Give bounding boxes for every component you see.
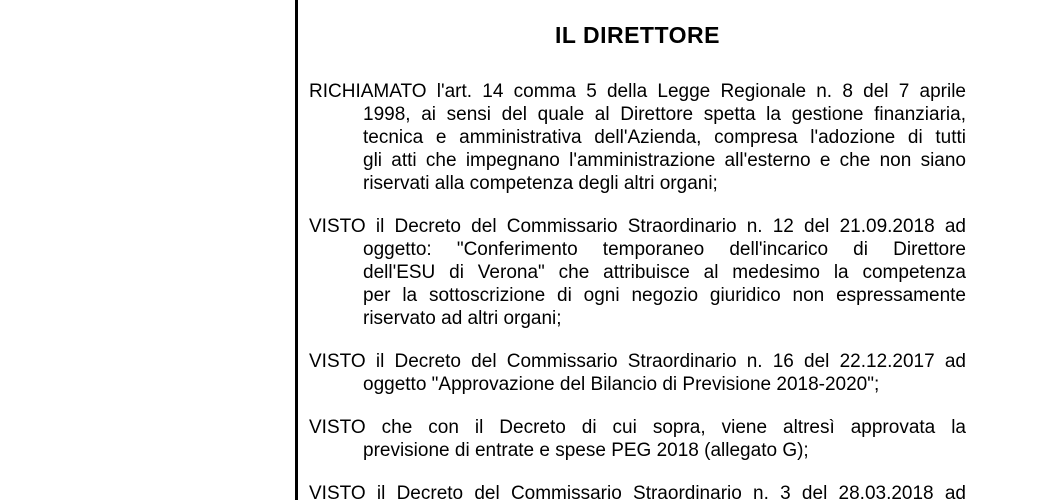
text-line: oggetto "Approvazione del Bilancio di Previsione 2018-2020";: [363, 374, 880, 395]
paragraph-visto-1: [309, 215, 966, 330]
text-line: RICHIAMATO l'art. 14 comma 5 della Legge Regionale n. 8 del 7 aprile: [309, 81, 966, 102]
text-line: dell'ESU di Verona" che attribuisce al medesimo la competenza: [363, 262, 966, 283]
text-line: oggetto: "Conferimento temporaneo dell'incarico di Direttore: [363, 239, 966, 260]
text-line: per la sottoscrizione di ogni negozio giuridico non espressamente: [363, 285, 966, 306]
text-line: VISTO che con il Decreto di cui sopra, viene altresì approvata la: [309, 417, 966, 438]
document-content: [309, 0, 966, 500]
paragraph-richiamato: [309, 80, 966, 195]
document-title: IL DIRETTORE: [555, 22, 720, 48]
text-line: riservato ad altri organi;: [363, 308, 562, 329]
text-line: VISTO il Decreto del Commissario Straordinario n. 3 del 28.03.2018 ad: [309, 483, 966, 500]
text-line: riservati alla competenza degli altri organi;: [363, 173, 718, 194]
left-margin-rule: [295, 0, 298, 500]
document-body: [309, 80, 966, 500]
paragraph-visto-4: [309, 482, 966, 500]
text-line: previsione di entrate e spese PEG 2018 (allegato G);: [363, 440, 809, 461]
text-line: VISTO il Decreto del Commissario Straordinario n. 12 del 21.09.2018 ad: [309, 216, 966, 237]
text-line: 1998, ai sensi del quale al Direttore spetta la gestione finanziaria,: [363, 104, 966, 125]
text-line: tecnica e amministrativa dell'Azienda, compresa l'adozione di tutti: [363, 127, 966, 148]
text-line: VISTO il Decreto del Commissario Straordinario n. 16 del 22.12.2017 ad: [309, 351, 966, 372]
paragraph-visto-3: [309, 416, 966, 462]
text-line: gli atti che impegnano l'amministrazione all'esterno e che non siano: [363, 150, 966, 171]
paragraph-visto-2: [309, 350, 966, 396]
